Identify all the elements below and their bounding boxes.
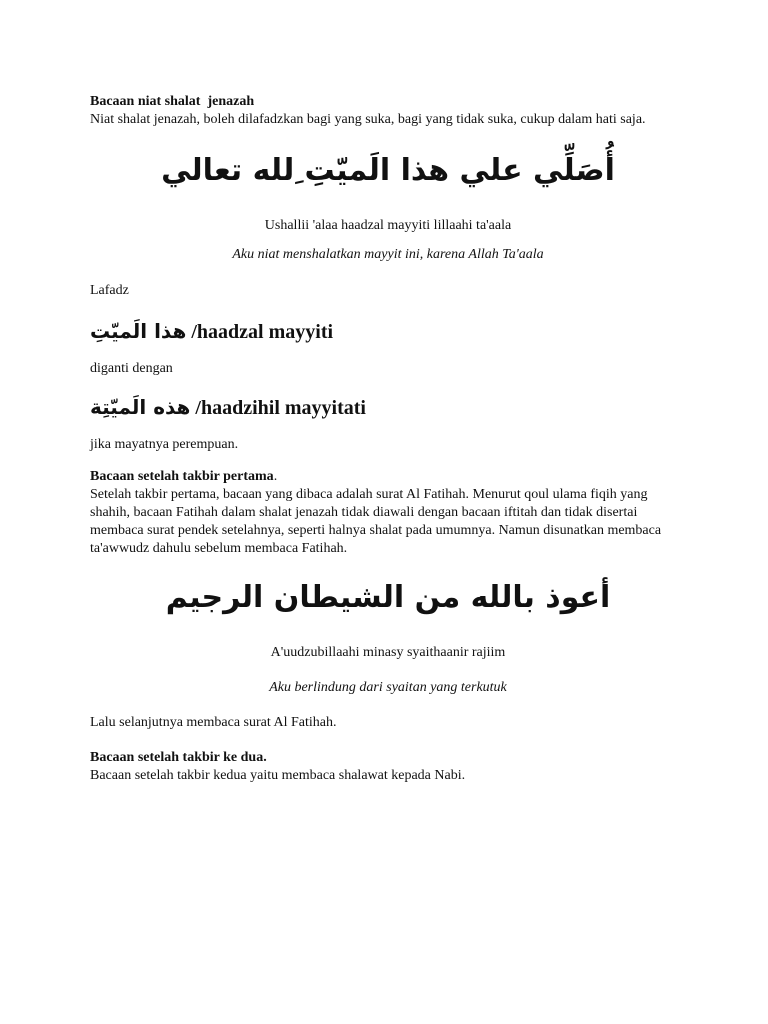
- lafadz-connector: diganti dengan: [90, 361, 173, 376]
- paragraph-takbir-2: Bacaan setelah takbir kedua yaitu membaca shalawat kepada Nabi.: [90, 768, 466, 783]
- lafadz-note: jika mayatnya perempuan.: [90, 437, 239, 452]
- section-heading-takbir-1: [90, 468, 686, 486]
- lafadz-label: Lafadz: [90, 283, 129, 298]
- section-heading-niat: Bacaan niat shalat jenazah: [90, 94, 255, 109]
- lafadz-male-arabic: هذا الَميّتِ: [90, 319, 187, 343]
- takbir-1-heading-period: .: [273, 469, 278, 484]
- lafadz-male-latin: /haadzal mayyiti: [191, 321, 334, 343]
- taawwudz-transliteration: A'uudzubillaahi minasy syaithaanir rajiim: [270, 645, 506, 660]
- niat-transliteration: Ushallii 'alaa haadzal mayyiti lillaahi ta'aala: [264, 218, 512, 233]
- niat-translation: Aku niat menshalatkan mayyit ini, karena Allah Ta'aala: [232, 247, 544, 262]
- taawwudz-translation: Aku berlindung dari syaitan yang terkutuk: [269, 680, 507, 695]
- paragraph-niat-intro: Niat shalat jenazah, boleh dilafadzkan bagi yang suka, bagi yang tidak suka, cukup dalam hati saja.: [90, 112, 646, 127]
- lafadz-male-line: [90, 317, 686, 346]
- section-heading-takbir-2: Bacaan setelah takbir ke dua.: [90, 750, 267, 765]
- arabic-niat-text: أُصَلِّي علي هذا الَميّتِ ِلله تعالي: [161, 153, 615, 188]
- lafadz-female-arabic: هذه الَميّتِة: [90, 395, 191, 419]
- takbir-1-followup: Lalu selanjutnya membaca surat Al Fatihah.: [90, 715, 337, 730]
- lafadz-female-latin: /haadzihil mayyitati: [195, 397, 366, 419]
- document-page: [90, 93, 686, 785]
- paragraph-takbir-1: Setelah takbir pertama, bacaan yang dibaca adalah surat Al Fatihah. Menurut qoul ulama fiqih yang shahih, bacaan Fatihah dalam shalat jenazah tidak diawali dengan bacaan iftitah dan tidak disertai membaca surat pendek setelahnya, seperti halnya shalat pada umumnya. Namun disunatkan membaca ta'awwudz dahulu sebelum membaca Fatihah.: [90, 487, 662, 556]
- takbir-1-heading-text: Bacaan setelah takbir pertama: [90, 469, 274, 484]
- arabic-taawwudz-text: أعوذ بالله من الشيطان الرجيم: [165, 580, 611, 615]
- lafadz-female-line: [90, 393, 686, 422]
